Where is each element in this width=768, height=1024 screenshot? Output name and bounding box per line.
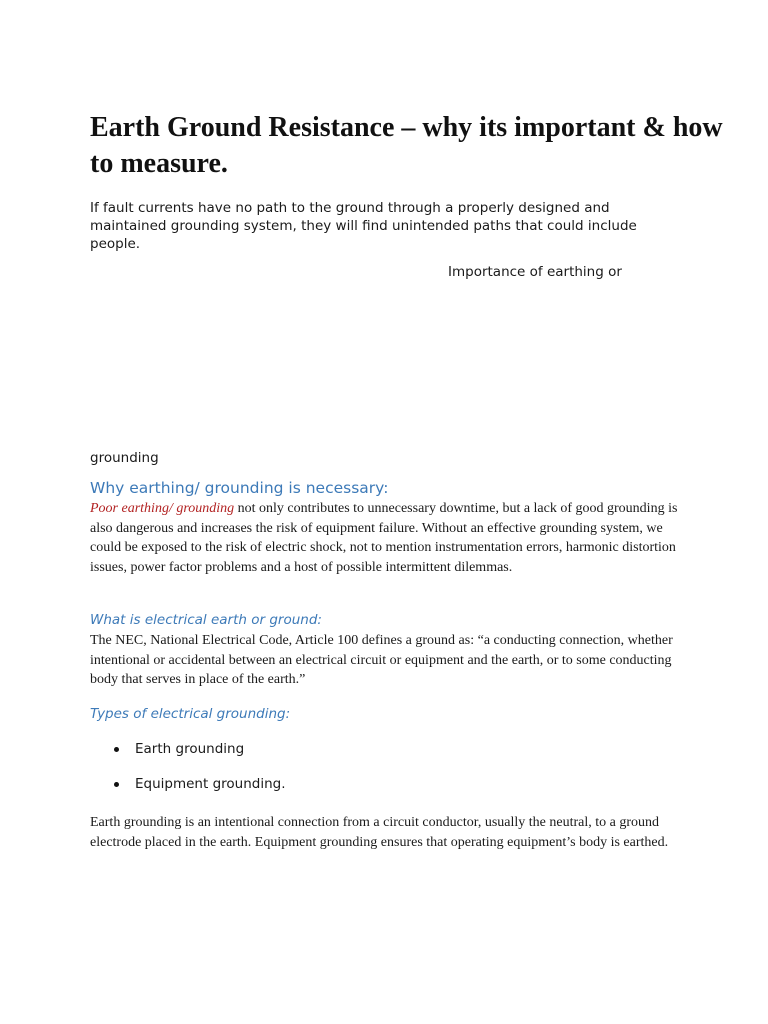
section3-heading: Types of electrical grounding: [90,706,291,722]
list-item [90,740,490,758]
section1-paragraph [90,499,680,577]
closing-paragraph: Earth grounding is an intentional connection from a circuit conductor, usually the neutral, to a ground electrode placed in the earth. Equipment grounding ensures that operating equipment’s body is earthed. [90,815,669,850]
section1-lead-text: Poor earthing/ grounding [90,501,235,516]
grounding-types-list [90,740,490,810]
bullet-icon [114,782,119,787]
section2-paragraph: The NEC, National Electrical Code, Article 100 defines a ground as: “a conducting connection, whether intentional or accidental between an electrical circuit or equipment and the earth, or to some conducting body that serves in place of the earth.” [90,633,673,687]
image-caption-part2: grounding [90,450,159,466]
bullet-icon [114,747,119,752]
list-item-label: Equipment grounding. [135,776,286,792]
page-title: Earth Ground Resistance – why its important & how to measure. [90,112,723,179]
section1-body-text: not only contributes to unnecessary downtime, but a lack of good grounding is also dangerous and increases the risk of equipment failure. Without an effective grounding system, we could be exposed to the risk of electric shock, not to mention instrumentation errors, harmonic distortion issues, power factor problems and a host of possible intermittent dilemmas. [90,501,678,575]
list-item [90,775,490,793]
intro-paragraph: If fault currents have no path to the ground through a properly designed and maintained grounding system, they will find unintended paths that could include people. [90,200,637,252]
image-caption-part1: Importance of earthing or [448,264,622,280]
section2-heading: What is electrical earth or ground: [90,612,322,628]
list-item-label: Earth grounding [135,741,245,757]
section1-heading: Why earthing/ grounding is necessary: [90,479,389,497]
